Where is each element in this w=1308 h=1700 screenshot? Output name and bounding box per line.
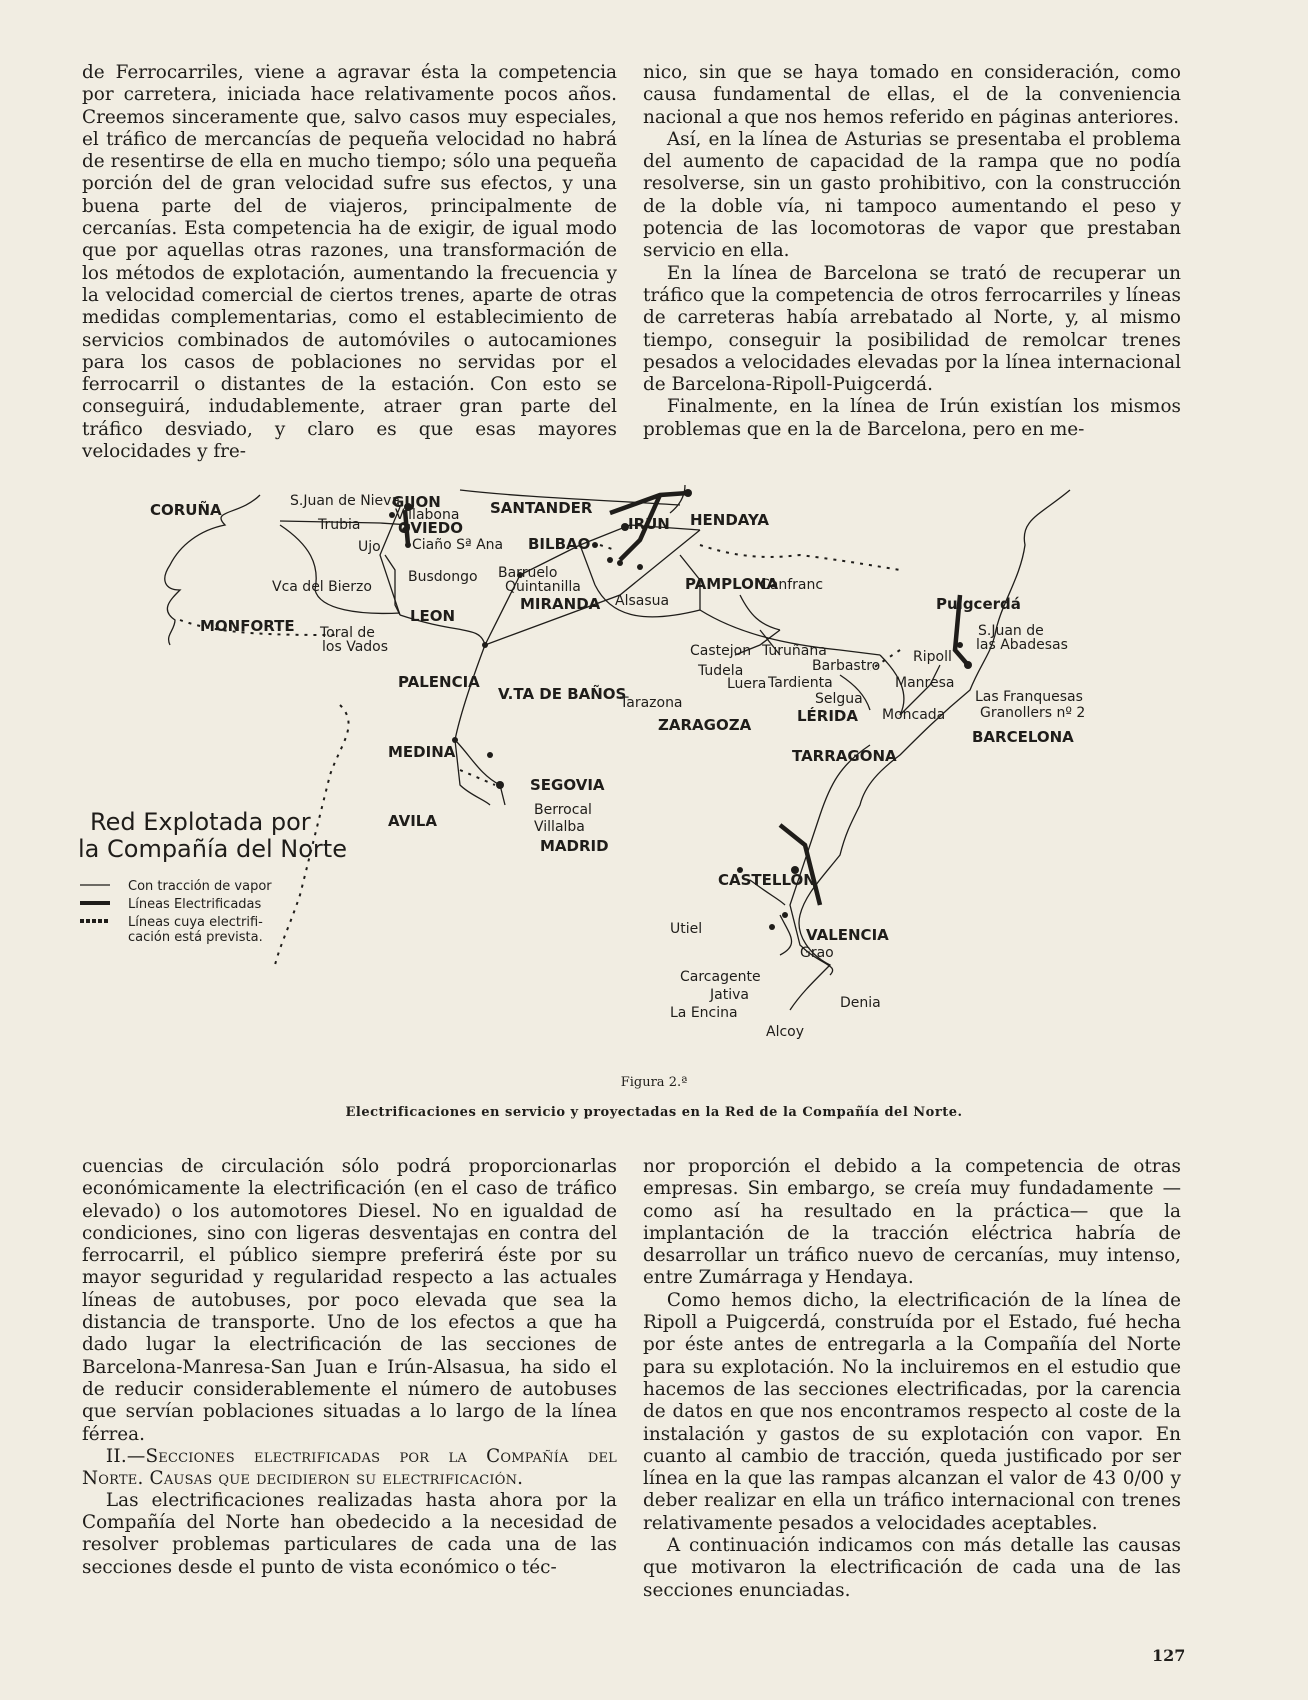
place-label: S.Juan de [978, 623, 1044, 639]
place-label: Alcoy [766, 1024, 805, 1040]
place-label: Toral de [320, 625, 375, 641]
figure-caption: Electrificaciones en servicio y proyectadas en la Red de la Compañía del Norte. [345, 1105, 963, 1120]
paragraph: nor proporción el debido a la competencia de otras empresas. Sin embargo, se creía muy fundadamente —como así ha resultado en la práctica— que la implantación de la tracción eléctrica habría de desarrollar un tráfico nuevo de cercanías, muy intenso, entre Zumárraga y Hendaya. [643, 1156, 1181, 1289]
place-label: Tudela [698, 663, 744, 679]
paragraph: cuencias de circulación sólo podrá proporcionarlas económicamente la electrificación (en el caso de tráfico elevado) o los automotores Diesel. No en igualdad de condiciones, sino con ligeras desventajas en contra del ferrocarril, el público siempre preferirá éste por su mayor seguridad y regularidad respecto a las actuales líneas de autobuses, por poco elevada que sea la distancia de transporte. Uno de los efectos a que ha dado lugar la electrificación de las secciones de Barcelona-Manresa-San Juan e Irún-Alsasua, ha sido el de reducir considerablemente el número de autobuses que servían poblaciones situadas a lo largo de la línea férrea. [82, 1156, 617, 1445]
place-label: HENDAYA [690, 511, 770, 529]
paragraph: de Ferrocarriles, viene a agravar ésta la competencia por carretera, iniciada hace relativamente pocos años. Creemos sinceramente que, salvo casos muy especiales, el tráfico de mercancías de pequeña velocidad no habrá de resentirse de ella en mucho tiempo; sólo una pequeña porción del de gran velocidad sufre sus efectos, y una buena parte del de viajeros, principalmente de cercanías. Esta competencia ha de exigir, de igual modo que por aquellas otras razones, una transformación de los métodos de explotación, aumentando la frecuencia y la velocidad comercial de ciertos trenes, aparte de otras medidas complementarias, como el establecimiento de servicios combinados de automóviles o autocamiones para los casos de poblaciones no servidas por el ferrocarril o distantes de la estación. Con esto se conseguirá, indudablemente, atraer gran parte del tráfico desviado, y claro es que esas mayores velocidades y fre- [82, 62, 617, 463]
place-label: Las Franquesas [975, 689, 1083, 705]
place-label: VALENCIA [806, 926, 889, 944]
place-label: Jativa [710, 987, 749, 1003]
place-label: Trubia [318, 517, 361, 533]
place-label: Quintanilla [505, 579, 581, 595]
paragraph: Las electrificaciones realizadas hasta ahora por la Compañía del Norte han obedecido a la necesidad de resolver problemas particulares de cada una de las secciones desde el punto de vista económico o téc- [82, 1489, 617, 1578]
legend-planned-1: Líneas cuya electrifi- [128, 915, 263, 930]
place-label: Denia [840, 995, 881, 1011]
place-label: Tardienta [768, 675, 833, 691]
place-label: Berrocal [534, 802, 592, 818]
place-label: Grao [800, 945, 834, 961]
place-label: Ripoll [913, 649, 952, 665]
place-label: Castejon [690, 643, 752, 659]
place-label: PALENCIA [398, 673, 480, 691]
text-column-top-left [82, 62, 617, 463]
place-label: ZARAGOZA [658, 716, 752, 734]
place-label: MIRANDA [520, 595, 601, 613]
place-label: CASTELLON [718, 871, 816, 889]
place-label: Tarazona [620, 695, 683, 711]
place-label: SEGOVIA [530, 776, 605, 794]
text-column-bottom-left [82, 1156, 617, 1579]
place-label: MEDINA [388, 743, 456, 761]
railway-network-map [78, 485, 1180, 1075]
place-label: Puigcerdá [936, 595, 1021, 613]
place-label: AVILA [388, 812, 437, 830]
place-label: LÉRIDA [797, 707, 858, 725]
place-label: Barruelo [498, 565, 558, 581]
legend-title-2: la Compañía del Norte [78, 835, 347, 863]
text-column-bottom-right [643, 1156, 1181, 1602]
place-label: OVIEDO [398, 519, 463, 537]
place-label: GIJON [392, 493, 441, 511]
place-label: Utiel [670, 921, 703, 937]
place-label: Busdongo [408, 569, 478, 585]
place-label: TARRAGONA [792, 747, 897, 765]
paragraph: En la línea de Barcelona se trató de recuperar un tráfico que la competencia de otros ferrocarriles y líneas de carreteras había arrebatado al Norte, y, al mismo tiempo, conseguir la posibilidad de remolcar trenes pesados a velocidades elevadas por la línea internacional de Barcelona-Ripoll-Puigcerdá. [643, 262, 1181, 396]
place-label: Selgua [815, 691, 863, 707]
place-label: LEON [410, 607, 456, 625]
place-label: Alsasua [615, 593, 670, 609]
paragraph: Como hemos dicho, la electrificación de la línea de Ripoll a Puigcerdá, construída por el Estado, fué hecha por éste antes de entregarla a la Compañía del Norte para su explotación. No la incluiremos en el estudio que hacemos de las secciones electrificadas, por la carencia de datos en que nos encontramos respecto al coste de la instalación y gastos de su explotación con vapor. En cuanto al cambio de tracción, queda justificado por ser línea en la que las rampas alcanzan el valor de 43 0/00 y deber realizar en ella un tráfico internacional con trenes relativamente pesados a velocidades aceptables. [643, 1289, 1181, 1534]
place-label: las Abadesas [976, 637, 1068, 653]
paragraph: nico, sin que se haya tomado en consideración, como causa fundamental de ellas, el de la conveniencia nacional a que nos hemos referido en páginas anteriores. [643, 62, 1181, 128]
place-label: Manresa [895, 675, 955, 691]
place-label: SANTANDER [490, 499, 593, 517]
place-label: Moncada [882, 707, 946, 723]
legend-electric: Líneas Electrificadas [128, 897, 262, 912]
section-heading: II.—Secciones electrificadas por la Compañía del Norte. Causas que decidieron su electrificación. [82, 1445, 617, 1489]
place-label: S.Juan de Nieva [290, 493, 401, 509]
place-label: Turuñana [762, 643, 827, 659]
place-label: BILBAO [528, 535, 591, 553]
place-label: Villalba [534, 819, 585, 835]
place-label: BARCELONA [972, 728, 1074, 746]
place-label: PAMPLONA [685, 575, 779, 593]
place-label: V.TA DE BAÑOS [498, 685, 627, 703]
place-label: Vca del Bierzo [272, 579, 372, 595]
text-column-top-right [643, 62, 1181, 441]
place-label: Ciaño Sª Ana [412, 537, 504, 553]
place-label: IRUN [628, 515, 670, 533]
place-label: MADRID [540, 837, 609, 855]
place-label: La Encina [670, 1005, 738, 1021]
place-label: los Vados [322, 639, 389, 655]
paragraph: Finalmente, en la línea de Irún existían los mismos problemas que en la de Barcelona, pero en me- [643, 396, 1181, 440]
page-number: 127 [1152, 1646, 1186, 1665]
paragraph: A continuación indicamos con más detalle las causas que motivaron la electrificación de cada una de las secciones enunciadas. [643, 1535, 1181, 1601]
paragraph: Así, en la línea de Asturias se presentaba el problema del aumento de capacidad de la rampa que no podía resolverse, sin un gasto prohibitivo, con la construcción de la doble vía, ni tampoco aumentando el peso y potencia de las locomotoras de vapor que prestaban servicio en ella. [643, 128, 1181, 262]
place-label: CORUÑA [150, 501, 222, 519]
place-label: Canfranc [760, 577, 824, 593]
place-label: Granollers nº 2 [980, 705, 1086, 721]
place-label: Luera [727, 676, 767, 692]
legend-steam: Con tracción de vapor [128, 879, 272, 894]
place-label: Villabona [395, 507, 460, 523]
place-label: Barbastro [812, 658, 881, 674]
place-label: MONFORTE [200, 617, 295, 635]
figure-label: Figura 2.ª [620, 1075, 688, 1090]
legend-title-1: Red Explotada por [90, 808, 311, 836]
place-label: Carcagente [680, 969, 761, 985]
place-label: Ujo [358, 539, 381, 555]
legend-planned-2: cación está prevista. [128, 930, 263, 945]
